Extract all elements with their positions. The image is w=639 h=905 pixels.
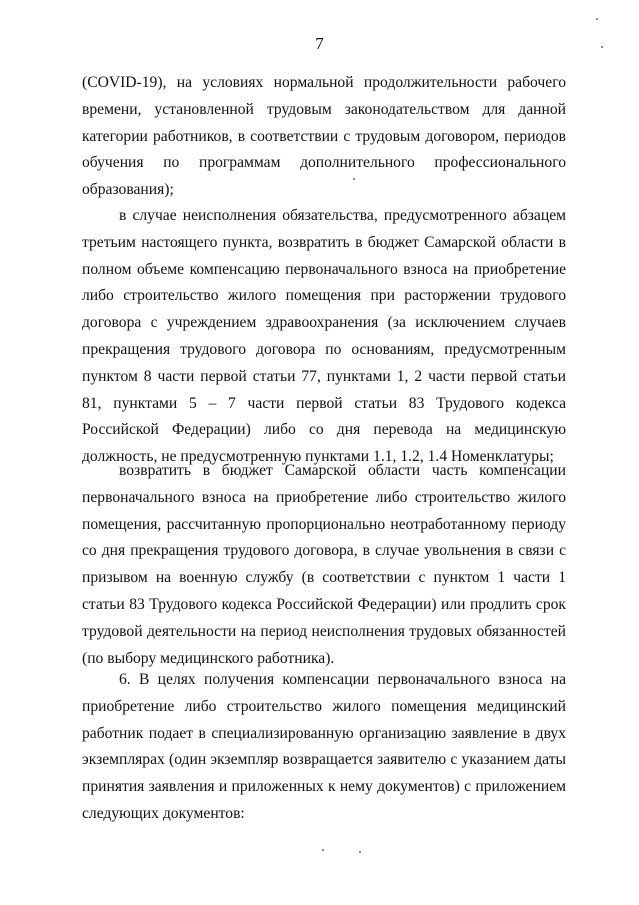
scan-speck [596, 18, 598, 20]
paragraph-text: 6. В целях получения компенсации первоначального взноса на приобретение либо строительство жилого помещения медицинский работник подает в специализированную организацию заявление в двух экземплярах (один экземпляр возвращается заявителю с указанием даты принятия заявления и приложенных к нему документов) с приложением следующих документов: [82, 671, 566, 822]
scan-speck [601, 46, 603, 48]
scan-speck [353, 178, 355, 180]
paragraph-covid-working-time [82, 70, 566, 204]
scan-speck [322, 849, 324, 851]
paragraph-text: (COVID-19), на условиях нормальной продолжительности рабочего времени, установленной трудовым законодательством для данной категории работников, в соответствии с трудовым договором, периодов обучения по программам дополнительного профессионального образования); [82, 74, 566, 199]
paragraph-return-partial-compensation [82, 458, 566, 672]
paragraph-item-6-application [82, 667, 566, 828]
scan-speck [359, 851, 361, 853]
paragraph-text: возвратить в бюджет Самарской области часть компенсации первоначального взноса на приобретение либо строительство жилого помещения, рассчитанную пропорционально неотработанному периоду со дня прекращения трудового договора, в случае увольнения в связи с призывом на военную службу (в соответствии с пунктом 1 части 1 статьи 83 Трудового кодекса Российской Федерации) или продлить срок трудовой деятельности на период неисполнения трудовых обязанностей (по выбору медицинского работника). [82, 462, 566, 667]
paragraph-text: в случае неисполнения обязательства, предусмотренного абзацем третьим настоящего пункта, возвратить в бюджет Самарской области в полном объеме компенсацию первоначального взноса на приобретение либо строительство жилого помещения при расторжении трудового договора с учреждением здравоохранения (за исключением случаев прекращения трудового договора по основаниям, предусмотренным пунктом 8 части первой статьи 77, пунктами 1, 2 части первой статьи 81, пунктами 5 – 7 части первой статьи 83 Трудового кодекса Российской Федерации) либо со дня перевода на медицинскую должность, не предусмотренную пунктами 1.1, 1.2, 1.4 Номенклатуры; [82, 207, 566, 466]
page-number: 7 [315, 34, 324, 53]
paragraph-return-full-compensation [82, 203, 566, 471]
